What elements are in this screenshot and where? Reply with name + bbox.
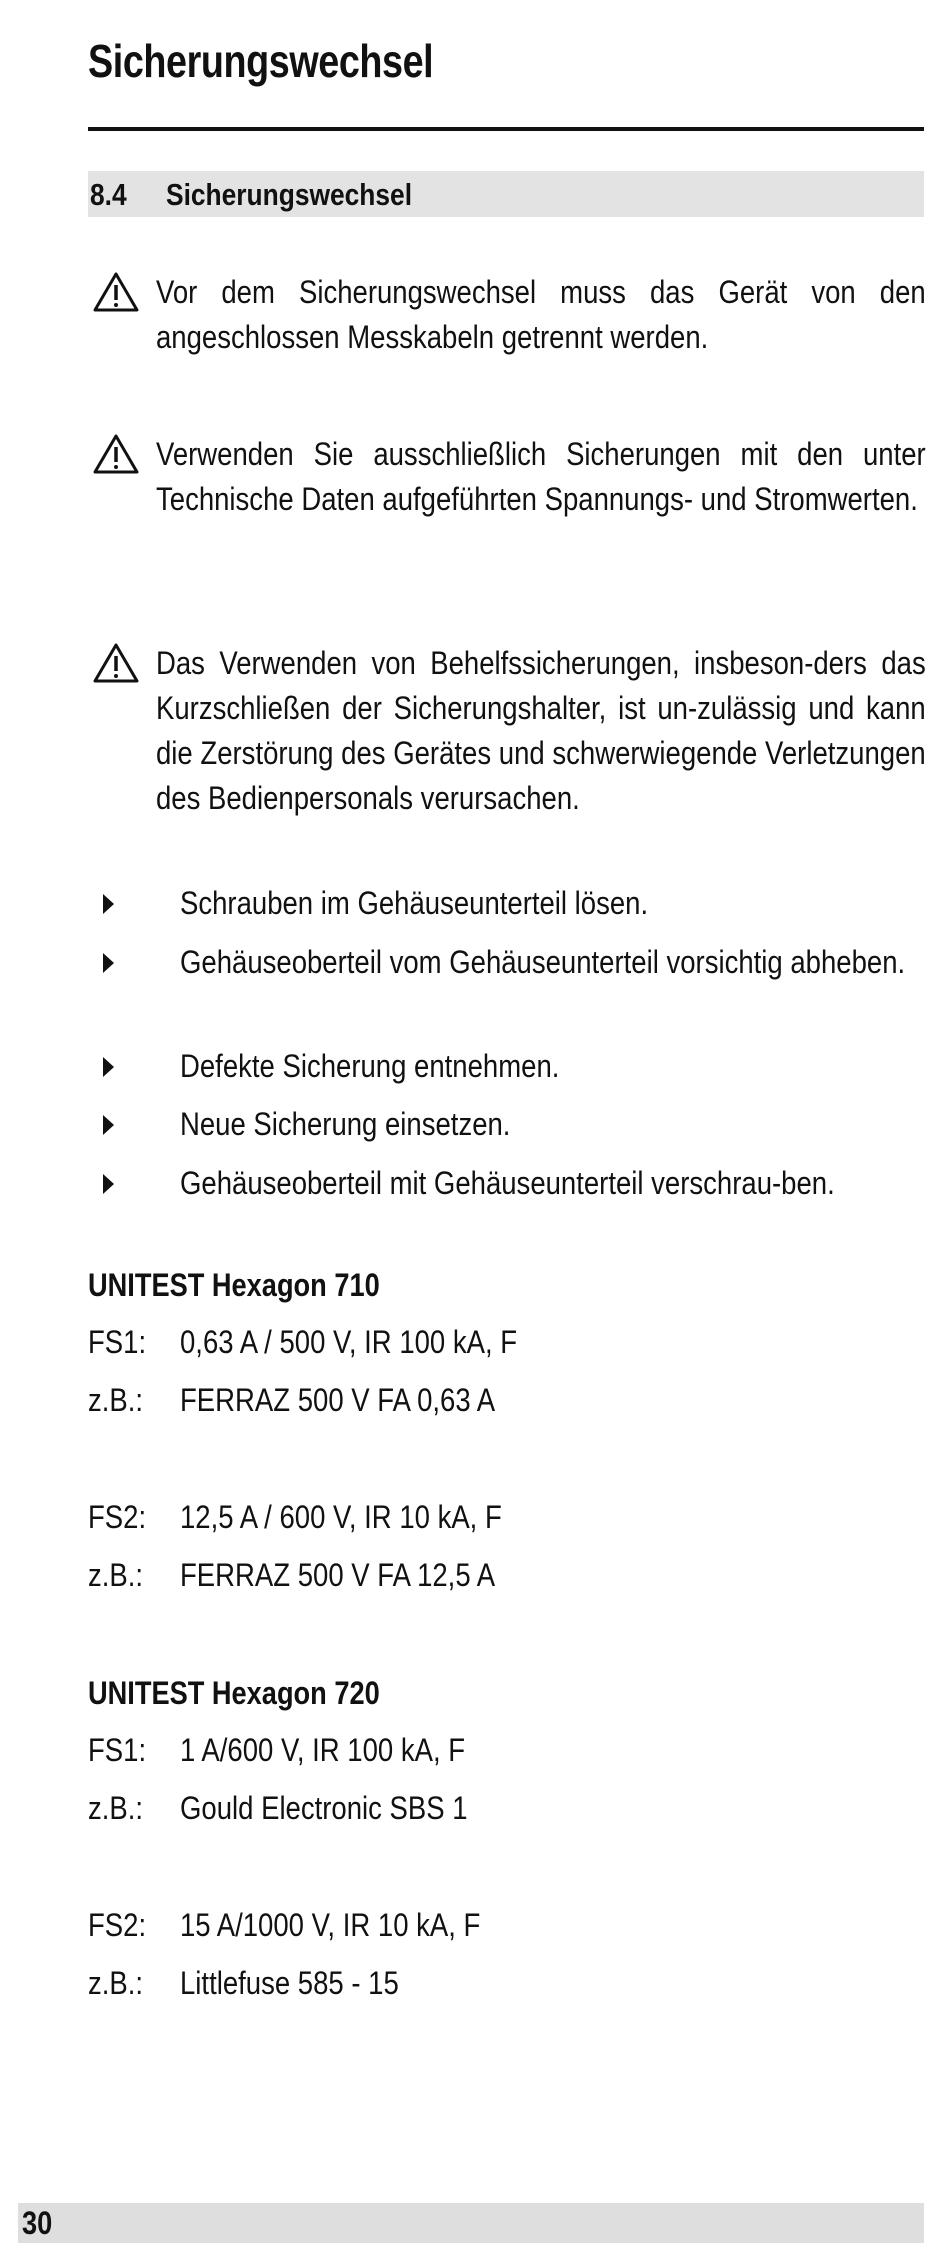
- step-text: Defekte Sicherung entnehmen.: [180, 1048, 560, 1084]
- list-item: [88, 1161, 924, 1206]
- step-arrow-icon: [103, 1115, 114, 1135]
- warning-text: Das Verwenden von Behelfssicherungen, insbeson-ders das Kurzschließen der Sicherungshalter, ist un-zulässig und kann die Zerstörung des Gerätes und schwerwiegende Verletzungen des Bedienpersonals verursachen.: [156, 645, 926, 816]
- example-value: FERRAZ 500 V FA 12,5 A: [180, 1557, 496, 1593]
- example-label: z.B.:: [88, 1557, 144, 1593]
- step-arrow-icon: [103, 1057, 114, 1077]
- section-heading: [88, 171, 924, 217]
- page-title: Sicherungswechsel: [88, 35, 434, 87]
- fuse-value: 0,63 A / 500 V, IR 100 kA, F: [180, 1324, 518, 1360]
- list-item: [88, 940, 924, 985]
- step-text: Gehäuseoberteil mit Gehäuseunterteil verschrau-ben.: [180, 1165, 835, 1201]
- model-heading: UNITEST Hexagon 710: [88, 1267, 380, 1303]
- fuse-value: 1 A/600 V, IR 100 kA, F: [180, 1732, 466, 1768]
- model-heading: UNITEST Hexagon 720: [88, 1675, 380, 1711]
- list-item: [88, 1044, 924, 1089]
- example-value: Littlefuse 585 - 15: [180, 1965, 399, 2001]
- step-text: Neue Sicherung einsetzen.: [180, 1106, 511, 1142]
- warning-triangle-icon: [93, 643, 139, 683]
- step-arrow-icon: [103, 953, 114, 973]
- page-number: 30: [22, 2205, 53, 2241]
- fuse-label: FS2:: [88, 1499, 147, 1535]
- example-value: FERRAZ 500 V FA 0,63 A: [180, 1382, 496, 1418]
- warning-note: [88, 432, 924, 522]
- list-item: [88, 1102, 924, 1147]
- step-arrow-icon: [103, 894, 114, 914]
- section-number: 8.4: [90, 177, 127, 212]
- fuse-label: FS1:: [88, 1732, 147, 1768]
- step-text: Schrauben im Gehäuseunterteil lösen.: [180, 885, 649, 921]
- example-label: z.B.:: [88, 1382, 144, 1418]
- header-rule: [88, 127, 924, 131]
- warning-note: [88, 270, 924, 360]
- step-text: Gehäuseoberteil vom Gehäuseunterteil vorsichtig abheben.: [180, 944, 906, 980]
- example-label: z.B.:: [88, 1965, 144, 2001]
- list-item: [88, 881, 924, 926]
- fuse-label: FS2:: [88, 1907, 147, 1943]
- warning-text: Verwenden Sie ausschließlich Sicherungen mit den unter Technische Daten aufgeführten Spannungs- und Stromwerten.: [156, 436, 926, 517]
- fuse-label: FS1:: [88, 1324, 147, 1360]
- warning-text: Vor dem Sicherungswechsel muss das Gerät von den angeschlossen Messkabeln getrennt werden.: [156, 274, 926, 355]
- example-value: Gould Electronic SBS 1: [180, 1790, 468, 1826]
- fuse-value: 15 A/1000 V, IR 10 kA, F: [180, 1907, 481, 1943]
- warning-triangle-icon: [93, 272, 139, 312]
- example-label: z.B.:: [88, 1790, 144, 1826]
- fuse-value: 12,5 A / 600 V, IR 10 kA, F: [180, 1499, 502, 1535]
- warning-note: [88, 641, 924, 821]
- warning-triangle-icon: [93, 434, 139, 474]
- step-arrow-icon: [103, 1174, 114, 1194]
- page-footer: [18, 2203, 924, 2243]
- section-title: Sicherungswechsel: [166, 177, 413, 212]
